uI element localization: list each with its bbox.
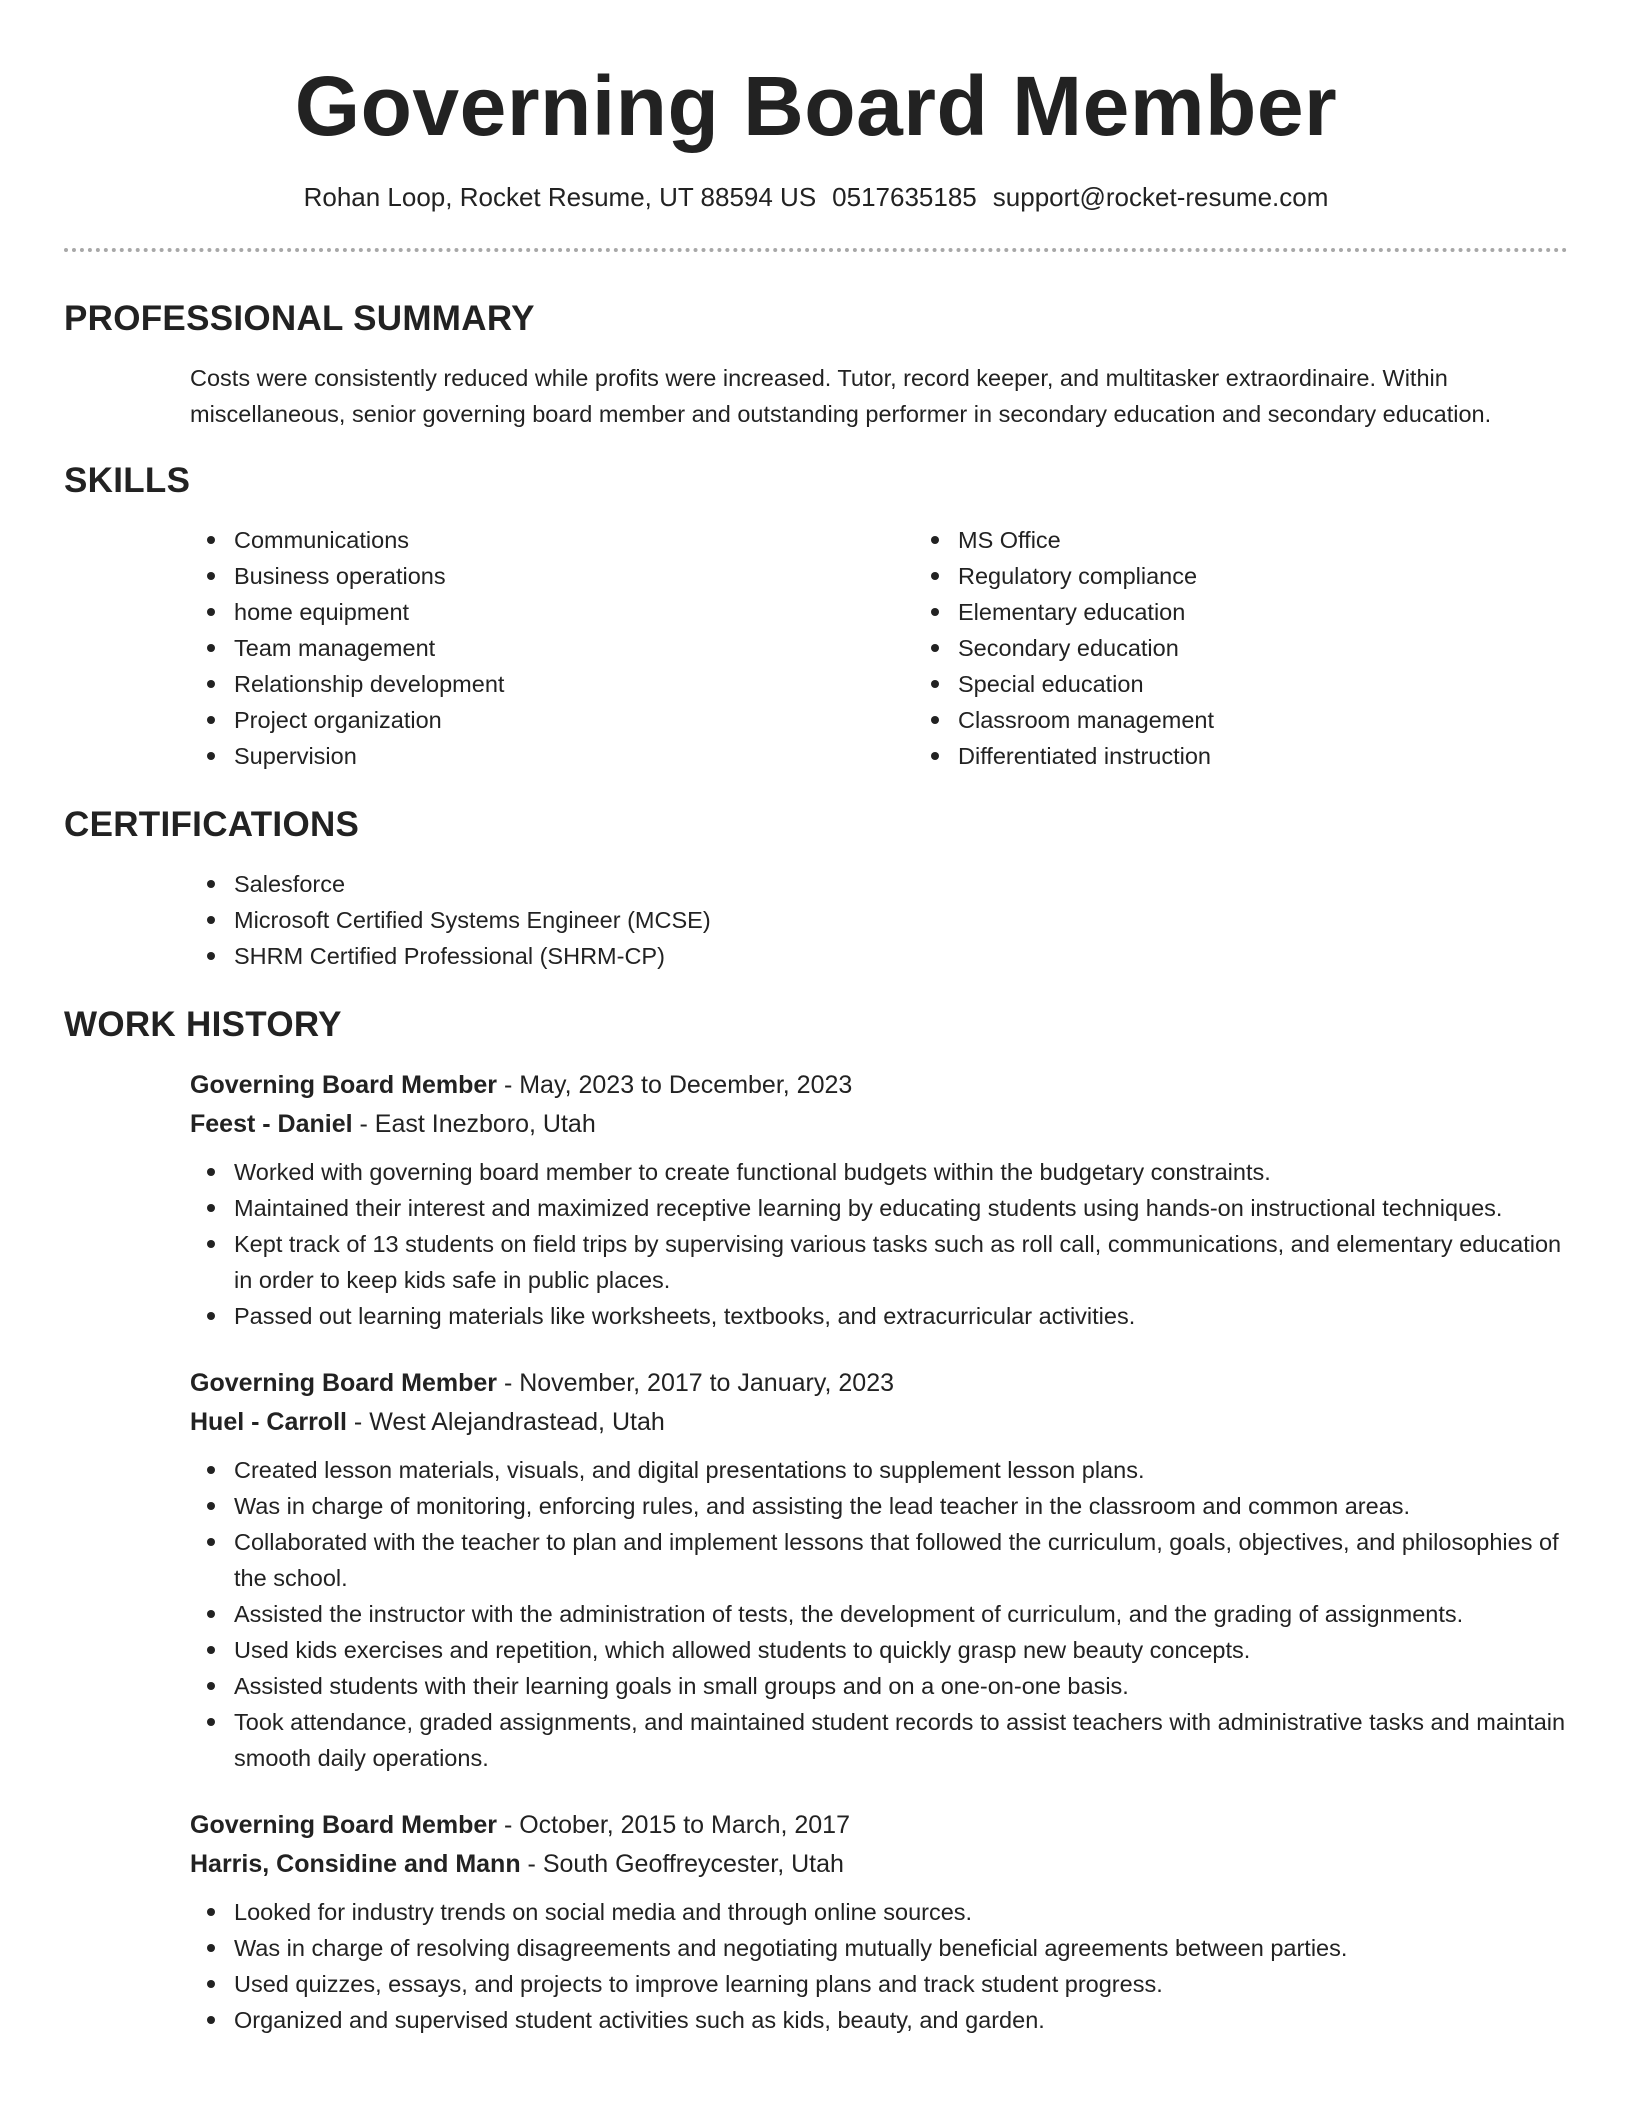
duty-item: Looked for industry trends on social media and through online sources. <box>234 1894 1568 1930</box>
job-dates: - May, 2023 to December, 2023 <box>497 1071 853 1099</box>
job-title-line <box>190 1806 1568 1845</box>
section-title-certifications: CERTIFICATIONS <box>64 805 360 844</box>
certification-item: SHRM Certified Professional (SHRM-CP) <box>234 938 1568 974</box>
job-duties <box>190 1452 1568 1776</box>
summary-text: Costs were consistently reduced while profits were increased. Tutor, record keeper, and multitasker extraordinaire. Within miscellaneous, senior governing board member and outstanding performer in secondary education and secondary education. <box>190 365 1492 427</box>
skill-item: Communications <box>234 522 914 558</box>
skill-item: Regulatory compliance <box>958 558 1632 594</box>
skill-item: Supervision <box>234 738 914 774</box>
contact-email: support@rocket-resume.com <box>992 182 1329 212</box>
skill-item: Relationship development <box>234 666 914 702</box>
section-summary <box>64 298 1568 432</box>
duty-item: Took attendance, graded assignments, and maintained student records to assist teachers with administrative tasks and maintain smooth daily operations. <box>234 1704 1568 1776</box>
duty-item: Kept track of 13 students on field trips by supervising various tasks such as roll call, communications, and elementary education in order to keep kids safe in public places. <box>234 1226 1568 1298</box>
certifications-body <box>64 866 1568 974</box>
section-work-history <box>64 1004 1568 2038</box>
job-location: - West Alejandrastead, Utah <box>346 1408 665 1436</box>
skill-item: MS Office <box>958 522 1632 558</box>
contact-phone: 0517635185 <box>832 182 977 212</box>
duty-item: Created lesson materials, visuals, and digital presentations to supplement lesson plans. <box>234 1452 1568 1488</box>
job-entry <box>190 1806 1568 2038</box>
summary-body <box>64 360 1568 432</box>
skill-item: Business operations <box>234 558 914 594</box>
skill-item: home equipment <box>234 594 914 630</box>
job-role: Governing Board Member <box>190 1811 497 1839</box>
job-role: Governing Board Member <box>190 1071 497 1099</box>
duty-item: Was in charge of monitoring, enforcing rules, and assisting the lead teacher in the classroom and common areas. <box>234 1488 1568 1524</box>
contact-line <box>64 180 1568 214</box>
skill-item: Special education <box>958 666 1632 702</box>
work-history-body <box>64 1066 1568 2038</box>
job-company: Feest - Daniel <box>190 1110 353 1138</box>
duty-item: Worked with governing board member to create functional budgets within the budgetary constraints. <box>234 1154 1568 1190</box>
certification-item: Microsoft Certified Systems Engineer (MCSE) <box>234 902 1568 938</box>
resume-header <box>64 0 1568 252</box>
job-entry <box>190 1066 1568 1334</box>
certifications-list <box>190 866 1568 974</box>
skills-list-right <box>914 522 1632 774</box>
job-company: Huel - Carroll <box>190 1408 347 1436</box>
job-location: - East Inezboro, Utah <box>352 1110 596 1138</box>
job-dates: - November, 2017 to January, 2023 <box>497 1369 894 1397</box>
job-duties <box>190 1154 1568 1334</box>
duty-item: Maintained their interest and maximized receptive learning by educating students using hands-on instructional techniques. <box>234 1190 1568 1226</box>
section-title-summary: PROFESSIONAL SUMMARY <box>64 299 535 338</box>
certification-item: Salesforce <box>234 866 1568 902</box>
job-company-line <box>190 1845 1568 1884</box>
section-skills <box>64 460 1568 774</box>
duty-item: Collaborated with the teacher to plan and implement lessons that followed the curriculum, goals, objectives, and philosophies of the school. <box>234 1524 1568 1596</box>
skill-item: Differentiated instruction <box>958 738 1632 774</box>
duty-item: Passed out learning materials like worksheets, textbooks, and extracurricular activities. <box>234 1298 1568 1334</box>
skill-item: Project organization <box>234 702 914 738</box>
skill-item: Elementary education <box>958 594 1632 630</box>
skill-item: Classroom management <box>958 702 1632 738</box>
job-company-line <box>190 1105 1568 1144</box>
job-location: - South Geoffreycester, Utah <box>520 1850 844 1878</box>
job-duties <box>190 1894 1568 2038</box>
skill-item: Secondary education <box>958 630 1632 666</box>
contact-address: Rohan Loop, Rocket Resume, UT 88594 US <box>303 182 817 212</box>
duty-item: Used kids exercises and repetition, which allowed students to quickly grasp new beauty concepts. <box>234 1632 1568 1668</box>
duty-item: Organized and supervised student activities such as kids, beauty, and garden. <box>234 2002 1568 2038</box>
job-company: Harris, Considine and Mann <box>190 1850 521 1878</box>
section-title-work-history: WORK HISTORY <box>64 1005 342 1044</box>
skills-list-left <box>190 522 914 774</box>
section-certifications <box>64 804 1568 974</box>
duty-item: Was in charge of resolving disagreements and negotiating mutually beneficial agreements between parties. <box>234 1930 1568 1966</box>
job-dates: - October, 2015 to March, 2017 <box>497 1811 850 1839</box>
job-entry <box>190 1364 1568 1776</box>
header-divider <box>64 248 1568 252</box>
skill-item: Team management <box>234 630 914 666</box>
skills-grid <box>64 522 1568 774</box>
job-company-line <box>190 1403 1568 1442</box>
section-title-skills: SKILLS <box>64 461 191 500</box>
duty-item: Assisted the instructor with the administration of tests, the development of curriculum, and the grading of assignments. <box>234 1596 1568 1632</box>
job-title-line <box>190 1066 1568 1105</box>
duty-item: Assisted students with their learning goals in small groups and on a one-on-one basis. <box>234 1668 1568 1704</box>
job-role: Governing Board Member <box>190 1369 497 1397</box>
candidate-name: Governing Board Member <box>294 59 1338 153</box>
duty-item: Used quizzes, essays, and projects to improve learning plans and track student progress. <box>234 1966 1568 2002</box>
job-title-line <box>190 1364 1568 1403</box>
